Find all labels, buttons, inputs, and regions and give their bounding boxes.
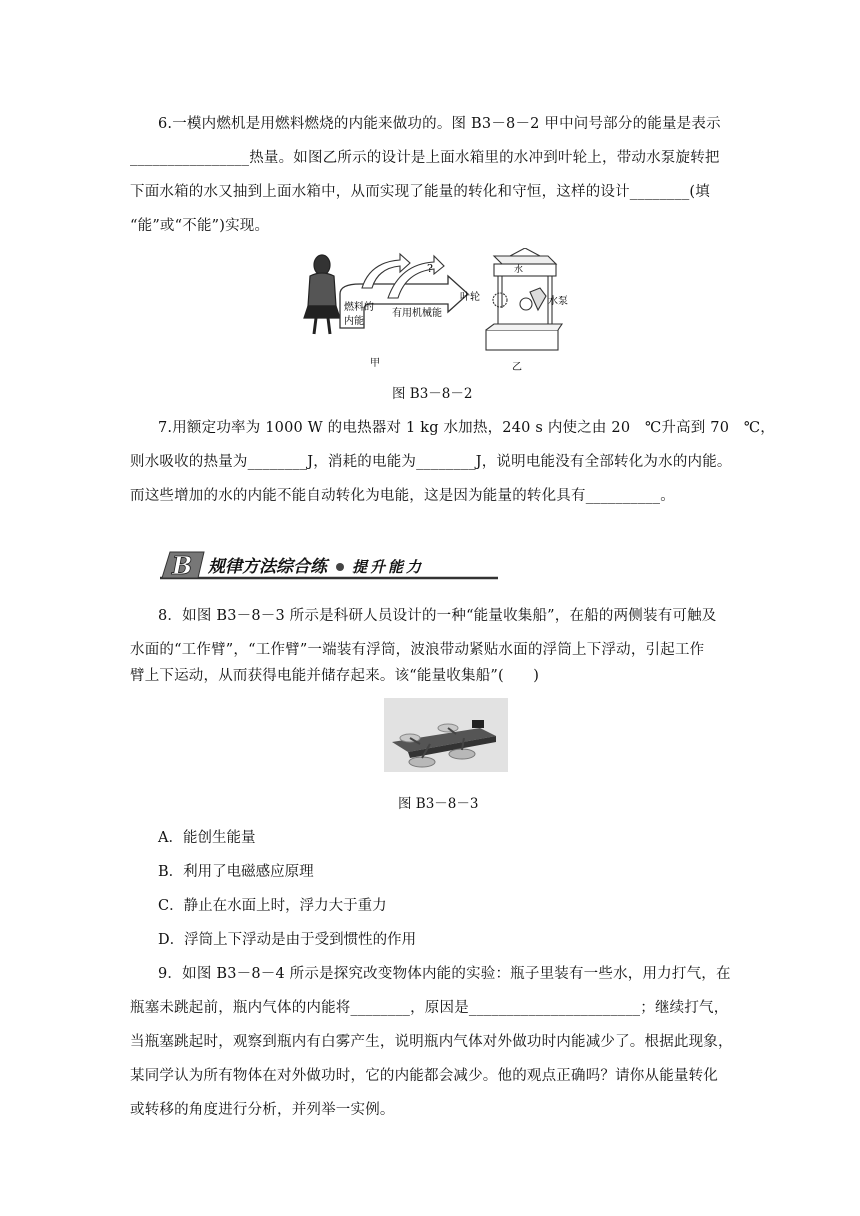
q6-line-1: 6.一模内燃机是用燃料燃烧的内能来做功的。图 B3－8－2 甲中问号部分的能量是表示 bbox=[158, 116, 721, 132]
q9-line-5: 或转移的角度进行分析，并列举一实例。 bbox=[130, 1102, 395, 1118]
q6-line-4: “能”或“不能”)实现。 bbox=[130, 218, 270, 234]
section-letter: B bbox=[172, 551, 193, 580]
pump-label: 水泵 bbox=[548, 296, 568, 307]
girl-figure-icon bbox=[304, 255, 340, 334]
q6-line-2: ________________热量。如图乙所示的设计是上面水箱里的水冲到叶轮上，带动水泵旋转把 bbox=[130, 150, 720, 166]
q7-line-1: 7.用额定功率为 1000 W 的电热器对 1 kg 水加热，240 s 内使之由 20 ℃升高到 70 ℃， bbox=[158, 420, 775, 436]
option-b: B．利用了电磁感应原理 bbox=[158, 864, 314, 880]
figure-2-caption: 图 B3－8－2 bbox=[392, 386, 473, 402]
section-banner bbox=[158, 548, 500, 582]
figure-b3-8-2 bbox=[300, 248, 570, 378]
option-c: C．静止在水面上时，浮力大于重力 bbox=[158, 898, 387, 914]
section-title: 规律方法综合练 bbox=[208, 557, 327, 577]
option-d: D．浮筒上下浮动是由于受到惯性的作用 bbox=[158, 932, 417, 948]
q9-line-3: 当瓶塞跳起时，观察到瓶内有白雾产生，说明瓶内气体对外做功时内能减少了。根据此现象， bbox=[130, 1034, 733, 1050]
q8-line-2: 水面的“工作臂”，“工作臂”一端装有浮筒，波浪带动紧贴水面的浮筒上下浮动，引起工作 bbox=[130, 642, 705, 658]
q7-line-3: 而这些增加的水的内能不能自动转化为电能，这是因为能量的转化具有__________。 bbox=[130, 488, 675, 504]
q9-line-2: 瓶塞未跳起前，瓶内气体的内能将________，原因是_______________________；继续打气， bbox=[130, 1000, 729, 1016]
bullet-dot-icon bbox=[336, 563, 344, 571]
question-mark: ? bbox=[427, 262, 433, 275]
energy-diagram bbox=[300, 248, 570, 378]
figure-3-caption: 图 B3－8－3 bbox=[398, 796, 479, 812]
fuel-label-1: 燃料的 bbox=[344, 302, 374, 313]
useful-energy-label: 有用机械能 bbox=[392, 308, 442, 319]
label-jia: 甲 bbox=[370, 358, 380, 369]
figure-b3-8-3 bbox=[384, 698, 508, 772]
water-label: 水 bbox=[514, 265, 524, 275]
q9-line-4: 某同学认为所有物体在对外做功时，它的内能都会减少。他的观点正确吗？请你从能量转化 bbox=[130, 1068, 718, 1084]
q6-line-3: 下面水箱的水又抽到上面水箱中，从而实现了能量的转化和守恒，这样的设计________(填 bbox=[130, 184, 710, 200]
q8-line-1: 8．如图 B3－8－3 所示是科研人员设计的一种“能量收集船”，在船的两侧装有可触及 bbox=[158, 608, 717, 624]
q7-line-2: 则水吸收的热量为________J，消耗的电能为________J，说明电能没有全部转化为水的内能。 bbox=[130, 454, 732, 470]
q8-line-3: 臂上下运动，从而获得电能并储存起来。该“能量收集船”( ) bbox=[130, 668, 540, 684]
energy-collection-ship-icon bbox=[384, 698, 508, 772]
q9-line-1: 9．如图 B3－8－4 所示是探究改变物体内能的实验：瓶子里装有一些水，用力打气，在 bbox=[158, 966, 731, 982]
option-a: A．能创生能量 bbox=[158, 830, 256, 846]
label-yi: 乙 bbox=[512, 362, 522, 373]
section-subtitle: 提升能力 bbox=[352, 558, 425, 576]
fuel-label-2: 内能 bbox=[344, 316, 364, 327]
impeller-label: 叶轮 bbox=[460, 292, 480, 303]
